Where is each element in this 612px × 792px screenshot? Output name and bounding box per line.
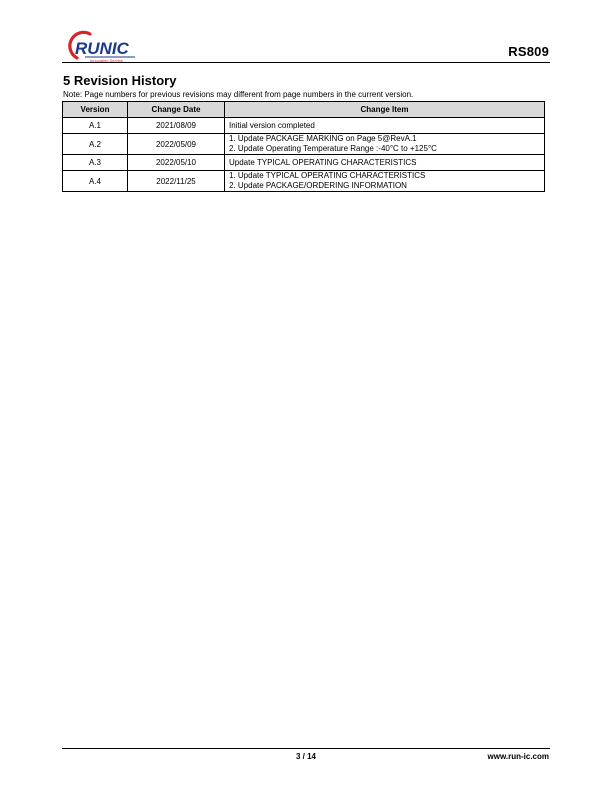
change-item-line: 1. Update TYPICAL OPERATING CHARACTERISTICS [229,171,426,180]
svg-text:RUNIC: RUNIC [75,39,129,58]
version-cell: A.1 [63,118,128,134]
change-item-line: 2. Update Operating Temperature Range :-40°C to +125°C [229,144,437,153]
runic-logo [63,28,143,64]
table-row [63,118,545,134]
change-item-line: 2. Update PACKAGE/ORDERING INFORMATION [229,181,407,190]
change-item-cell [225,171,545,192]
change-item-cell [225,134,545,155]
date-cell: 2022/05/09 [128,134,225,155]
header-rule [62,62,550,63]
table-row [63,171,545,192]
change-item-line: Initial version completed [229,120,315,130]
page-number: 3 / 14 [295,752,316,761]
change-item-line: Update TYPICAL OPERATING CHARACTERISTICS [229,157,417,167]
footer-rule [62,748,550,749]
date-cell: 2021/08/09 [128,118,225,134]
svg-text:Innovation Service: Innovation Service [90,58,123,63]
revision-table [62,101,545,192]
website-link[interactable]: www.run-ic.com [487,752,549,761]
section-title: 5 Revision History [63,73,177,88]
change-item-cell [225,118,545,134]
column-header-version: Version [63,102,128,118]
change-item-cell [225,155,545,171]
change-item-line: 1. Update PACKAGE MARKING on Page 5@RevA.1 [229,134,417,143]
document-id: RS809 [508,44,549,59]
column-header-change-date: Change Date [128,102,225,118]
table-row [63,134,545,155]
column-header-change-item: Change Item [225,102,545,118]
date-cell: 2022/05/10 [128,155,225,171]
version-cell: A.4 [63,171,128,192]
date-cell: 2022/11/25 [128,171,225,192]
table-header-row [63,102,545,118]
revision-note: Note: Page numbers for previous revisions may different from page numbers in the current version. [63,90,414,99]
table-row [63,155,545,171]
version-cell: A.2 [63,134,128,155]
version-cell: A.3 [63,155,128,171]
